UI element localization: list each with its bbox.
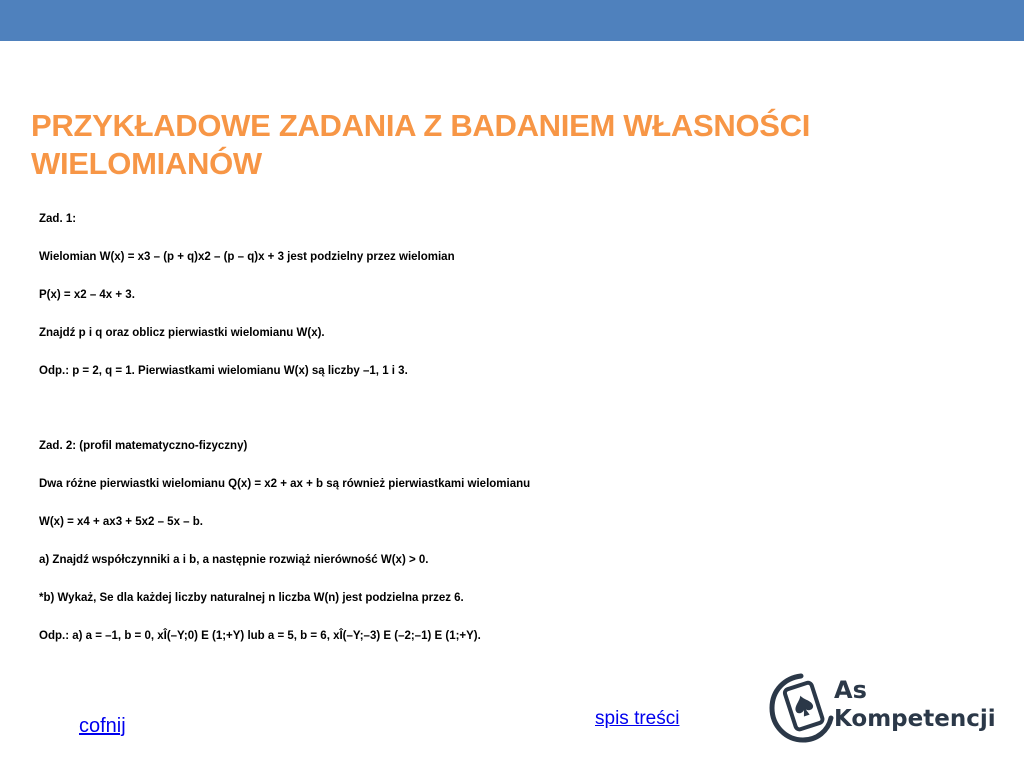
task1-text-line: Wielomian W(x) = x3 – (p + q)x2 – (p – q)x + 3 jest podzielny przez wielomian — [39, 251, 455, 263]
task2-text-line: Dwa różne pierwiastki wielomianu Q(x) = x2 + ax + b są również pierwiastkami wielomianu — [39, 478, 531, 490]
task2-part-b: *b) Wykaż, Se dla każdej liczby naturalnej n liczba W(n) jest podzielna przez 6. — [39, 592, 464, 604]
logo-text-as: As — [834, 676, 867, 704]
task1-heading: Zad. 1: — [39, 213, 77, 225]
task1-text-line: P(x) = x2 – 4x + 3. — [39, 289, 135, 301]
spade-card-icon — [768, 670, 834, 745]
logo-text-kompetencji: Kompetencji — [834, 706, 996, 732]
slide-title: PRZYKŁADOWE ZADANIA Z BADANIEM WŁASNOŚCI WIELOMIANÓW — [31, 108, 811, 181]
task2-answer: Odp.: a) a = –1, b = 0, xÎ(–Y;0) E (1;+Y) lub a = 5, b = 6, xÎ(–Y;–3) E (–2;–1) E (1;+Y). — [39, 630, 481, 642]
logo — [768, 670, 998, 745]
table-of-contents-link[interactable]: spis treści — [595, 708, 680, 729]
back-link[interactable]: cofnij — [79, 715, 126, 737]
task2-text-line: W(x) = x4 + ax3 + 5x2 – 5x – b. — [39, 516, 203, 528]
task2-heading: Zad. 2: (profil matematyczno-fizyczny) — [39, 440, 248, 452]
top-bar — [0, 0, 1024, 41]
task1-text-line: Znajdź p i q oraz oblicz pierwiastki wielomianu W(x). — [39, 327, 325, 339]
task1-answer: Odp.: p = 2, q = 1. Pierwiastkami wielomianu W(x) są liczby –1, 1 i 3. — [39, 365, 408, 377]
task2-part-a: a) Znajdź współczynniki a i b, a następnie rozwiąż nierówność W(x) > 0. — [39, 554, 429, 566]
